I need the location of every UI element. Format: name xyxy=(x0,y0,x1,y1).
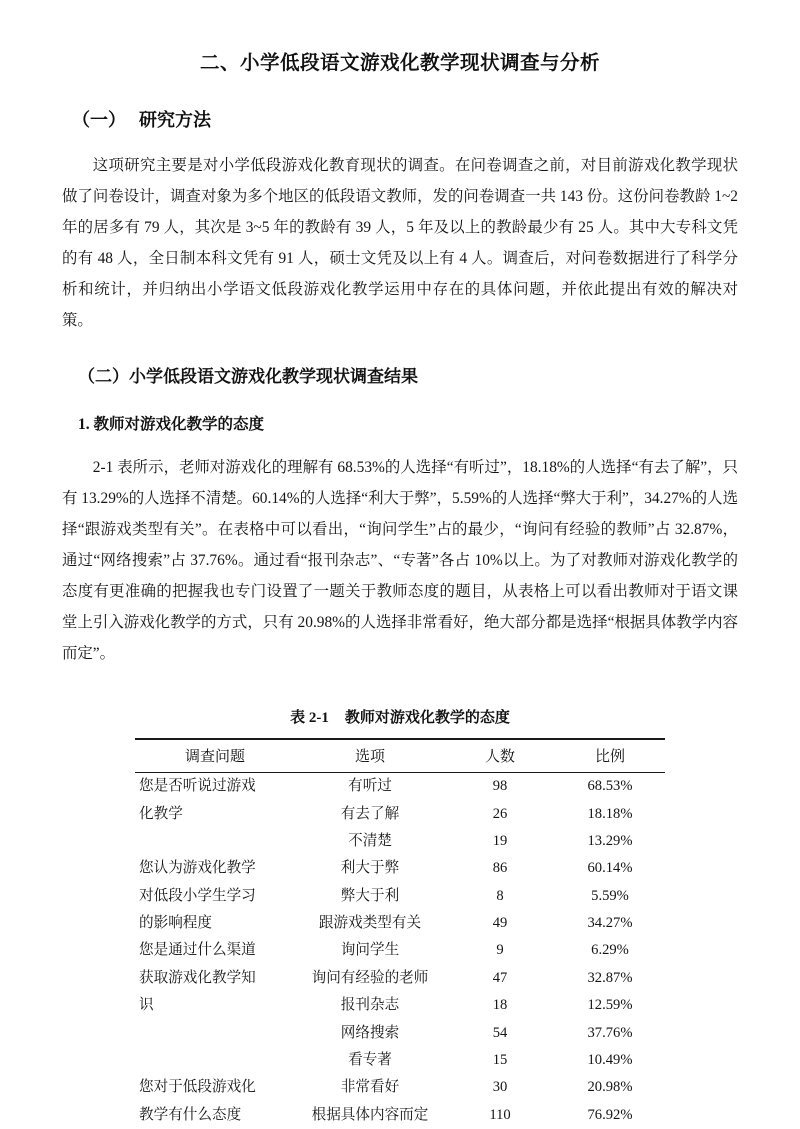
cell-question xyxy=(135,1047,295,1074)
cell-question xyxy=(135,1019,295,1046)
cell-count: 18 xyxy=(492,997,508,1014)
column-header-count: 人数 xyxy=(445,739,555,773)
cell-count: 110 xyxy=(489,1106,511,1123)
cell-option: 报刊杂志 xyxy=(340,997,400,1014)
cell-ratio: 76.92% xyxy=(587,1106,633,1123)
section-heading-two: （二）小学低段语文游戏化教学现状调查结果 xyxy=(78,367,418,387)
cell-ratio: 60.14% xyxy=(587,860,633,877)
cell-option: 弊大于利 xyxy=(340,887,400,904)
cell-count: 30 xyxy=(492,1079,508,1096)
table-row xyxy=(135,1074,665,1101)
survey-table xyxy=(135,738,665,1129)
page-title: 二、小学低段语文游戏化教学现状调查与分析 xyxy=(199,53,600,74)
cell-count: 98 xyxy=(492,778,508,795)
section-one-number: （一） xyxy=(72,110,126,131)
cell-question: 化教学 xyxy=(139,805,183,822)
cell-count: 47 xyxy=(492,969,508,986)
cell-option: 利大于弊 xyxy=(340,860,400,877)
table-header xyxy=(135,739,665,773)
table-header-row xyxy=(135,739,665,773)
table-body xyxy=(135,772,665,1128)
table-row xyxy=(135,965,665,992)
cell-question: 的影响程度 xyxy=(139,915,212,932)
cell-ratio: 6.29% xyxy=(591,942,629,959)
cell-ratio: 12.59% xyxy=(587,997,633,1014)
table-row xyxy=(135,992,665,1019)
cell-question: 您是否听说过游戏 xyxy=(139,778,256,795)
table-caption xyxy=(0,706,800,727)
cell-ratio: 5.59% xyxy=(591,887,629,904)
table-caption-label: 表 2-1 xyxy=(290,709,329,726)
column-header-question: 调查问题 xyxy=(135,739,295,773)
cell-option: 根据具体内容而定 xyxy=(311,1106,429,1123)
cell-option: 网络搜索 xyxy=(340,1024,400,1041)
cell-count: 19 xyxy=(492,832,508,849)
table-row xyxy=(135,882,665,909)
table-row xyxy=(135,1019,665,1046)
cell-ratio: 13.29% xyxy=(587,832,633,849)
cell-ratio: 18.18% xyxy=(587,805,633,822)
table-row xyxy=(135,1047,665,1074)
cell-option: 跟游戏类型有关 xyxy=(318,915,422,932)
column-header-ratio: 比例 xyxy=(555,739,665,773)
cell-ratio: 37.76% xyxy=(587,1024,633,1041)
cell-question: 教学有什么态度 xyxy=(139,1106,242,1123)
subsection-heading: 1. 教师对游戏化教学的态度 xyxy=(78,416,265,434)
cell-count: 8 xyxy=(496,887,504,904)
cell-count: 86 xyxy=(492,860,508,877)
cell-count: 26 xyxy=(492,805,508,822)
cell-question: 对低段小学生学习 xyxy=(139,887,256,904)
cell-count: 49 xyxy=(492,915,508,932)
cell-ratio: 32.87% xyxy=(587,969,633,986)
cell-ratio: 68.53% xyxy=(587,778,633,795)
cell-question: 您是通过什么渠道 xyxy=(139,942,256,959)
cell-ratio: 34.27% xyxy=(587,915,633,932)
cell-count: 54 xyxy=(492,1024,508,1041)
cell-question xyxy=(135,828,295,855)
cell-ratio: 10.49% xyxy=(587,1051,633,1068)
cell-option: 看专著 xyxy=(348,1051,392,1068)
subsection-paragraph: 2-1 表所示，老师对游戏化的理解有 68.53%的人选择“有听过”，18.18%的人选择“有去了解”，只有 13.29%的人选择不清楚。60.14%的人选择“利大于弊”，5.59%的人选择“弊大于利”，34.27%的人选择“跟游戏类型有关”。在表格中可以看出，“询问学生”占的最少，“询问有经验的教师”占 32.87%，通过“网络搜索”占 37.76%。通过看“报刊杂志”、“专著”各占 10%以上。为了对教师对游戏化教学的态度有更准确的把握我也专门设置了一题关于教师态度的题目，从表格上可以看出教师对于语文课堂上引入游戏化教学的方式，只有 20.98%的人选择非常看好，绝大部分都是选择“根据具体教学内容而定”。 xyxy=(62,458,738,662)
cell-option: 有听过 xyxy=(348,778,392,795)
cell-option: 非常看好 xyxy=(340,1079,400,1096)
table-caption-title: 教师对游戏化教学的态度 xyxy=(344,709,510,726)
table-row xyxy=(135,1101,665,1128)
cell-option: 询问有经验的老师 xyxy=(311,969,429,986)
column-header-option: 选项 xyxy=(295,739,445,773)
cell-option: 不清楚 xyxy=(348,832,392,849)
cell-count: 9 xyxy=(496,942,504,959)
cell-option: 询问学生 xyxy=(340,942,400,959)
table-row xyxy=(135,910,665,937)
table-row xyxy=(135,800,665,827)
cell-question: 获取游戏化教学知 xyxy=(139,969,256,986)
section-one-paragraph: 这项研究主要是对小学低段游戏化教育现状的调查。在问卷调查之前，对目前游戏化教学现状做了问卷设计，调查对象为多个地区的低段语文教师，发的问卷调查一共 143 份。这份问卷教龄 1~2 年的居多有 79 人，其次是 3~5 年的教龄有 39 人，5 年及以上的教龄最少有 25 人。其中大专科文凭的有 48 人，全日制本科文凭有 91 人，硕士文凭及以上有 4 人。调查后，对问卷数据进行了科学分析和统计，并归纳出小学语文低段游戏化教学运用中存在的具体问题，并依此提出有效的解决对策。 xyxy=(62,157,738,330)
cell-option: 有去了解 xyxy=(340,805,400,822)
cell-question: 您认为游戏化教学 xyxy=(139,860,256,877)
table-row xyxy=(135,772,665,800)
table-block xyxy=(0,669,800,1129)
table-row xyxy=(135,855,665,882)
cell-question: 识 xyxy=(139,997,154,1014)
cell-count: 15 xyxy=(492,1051,508,1068)
cell-ratio: 20.98% xyxy=(587,1079,633,1096)
section-heading-one xyxy=(0,77,800,133)
cell-question: 您对于低段游戏化 xyxy=(139,1079,256,1096)
section-one-heading-text: 研究方法 xyxy=(139,110,211,131)
table-row xyxy=(135,937,665,964)
table-row xyxy=(135,828,665,855)
